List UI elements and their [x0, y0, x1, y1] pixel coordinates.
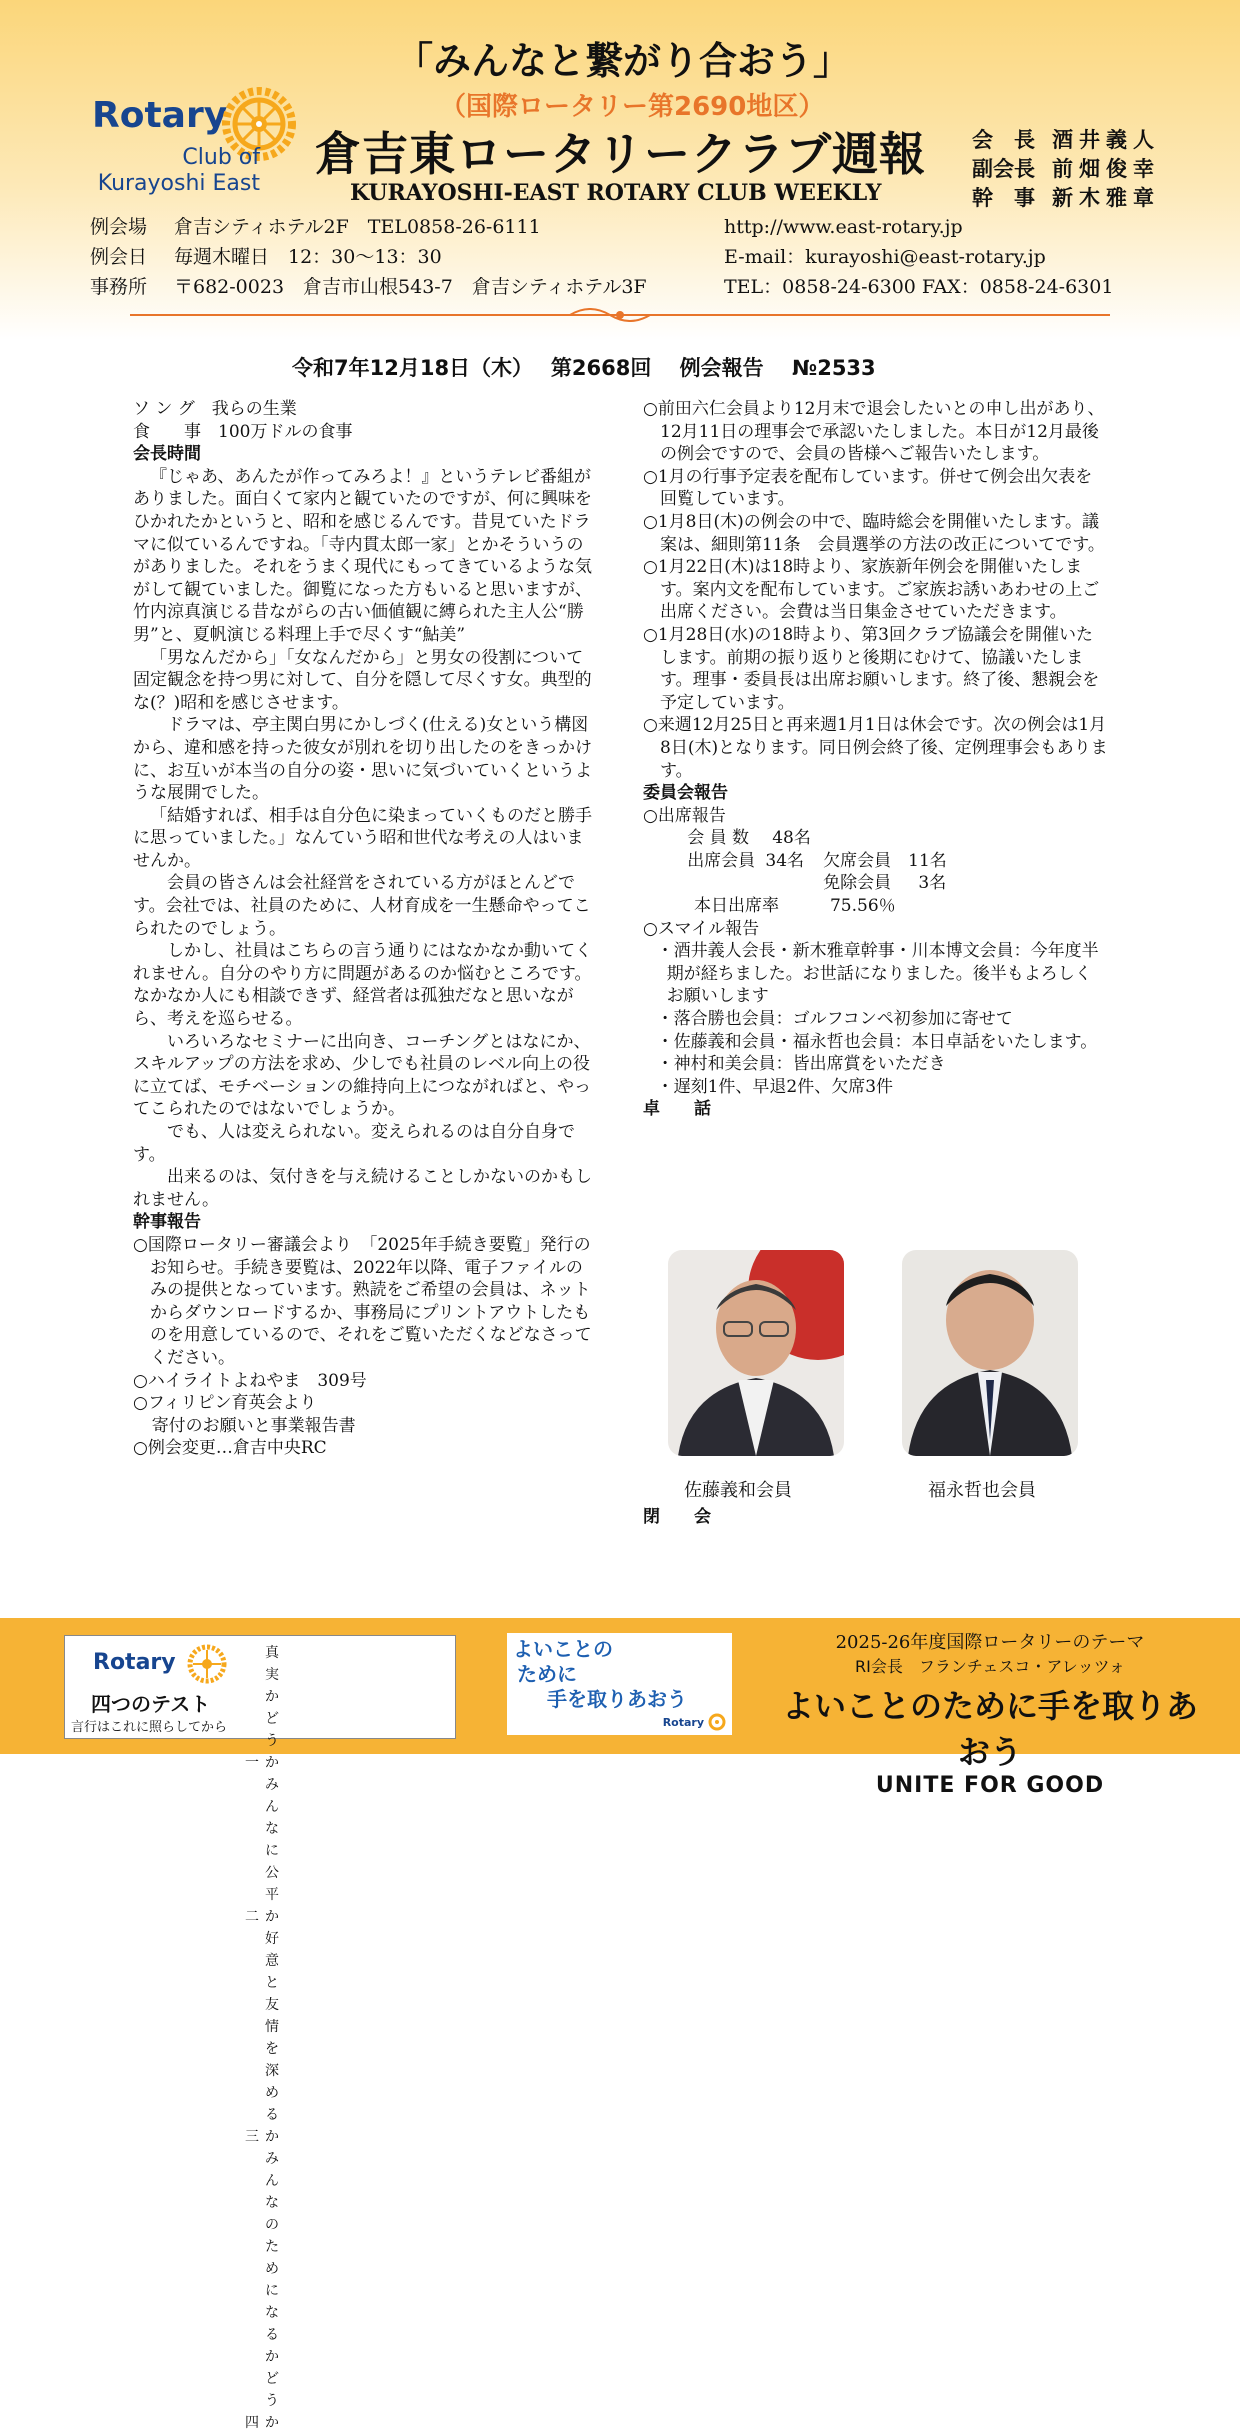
- four-test-title: 四つのテスト: [91, 1692, 211, 1716]
- page-title: 倉吉東ロータリークラブ週報: [315, 127, 926, 181]
- secretary-item: ○国際ロータリー審議会より 「2025年手続き要覧」発行のお知らせ。手続き要覧は、2022年以降、電子ファイルのみの提供となっています。熟読をご希望の会員は、ネットからダウンロードするか、事務局にプリントアウトしたものを用意しているので、それをご覧いただくなどなさってください。: [133, 1234, 592, 1368]
- song-line: ソ ン グ 我らの生業: [133, 399, 297, 419]
- secretary-item: 寄付のお願いと事業報告書: [151, 1415, 356, 1436]
- slogan: 「みんなと繋がり合おう」: [395, 39, 852, 83]
- rotary-club-logo: [50, 95, 300, 205]
- notice-item: ○1月28日(水)の18時より、第3回クラブ協議会を開催いたします。前期の振り返りと後期にむけて、協議いたします。理事・委員長は出席お願いします。終了後、懇親会を予定しています。: [643, 624, 1100, 713]
- district: （国際ロータリー第2690地区）: [440, 92, 825, 122]
- info-row: 例会場 倉吉シティホテル2F TEL0858-26-6111: [90, 216, 541, 238]
- officer-row: 幹 事 新木雅章: [972, 186, 1160, 210]
- meeting-line: 令和7年12月18日（木） 第2668回 例会報告 №2533: [292, 356, 876, 380]
- smile-item: ・落合勝也会員：ゴルフコンペ初参加に寄せて: [656, 1009, 1013, 1030]
- four-way-test-box: [64, 1635, 456, 2431]
- four-test-subtitle: 言行はこれに照らしてから: [71, 1720, 228, 1735]
- committee-heading: 委員会報告: [643, 783, 728, 804]
- four-test-rotary-word: Rotary: [93, 1650, 176, 1675]
- rotary-wheel-icon: [708, 1713, 726, 1731]
- rotary-wheel-icon: [187, 1644, 227, 1684]
- president-paragraph: 「結婚すれば、相手は自分色に染まっていくものだと勝手に思っていました。」なんていう昭和世代な考えの人はいませんか。: [133, 805, 592, 871]
- president-paragraph: でも、人は変えられない。変えられるのは自分自身です。: [133, 1122, 575, 1165]
- info-row: 例会日 毎週木曜日 12：30～13：30: [90, 246, 442, 268]
- secretary-item: ○ハイライトよねやま 309号: [133, 1370, 367, 1391]
- president-heading: 会長時間: [133, 444, 201, 465]
- smile-item: ・遅刻1件、早退2件、欠席3件: [656, 1076, 894, 1097]
- right-column: [643, 398, 1108, 1121]
- speaker-photo-sato: [668, 1250, 844, 1456]
- email-link[interactable]: E-mail：kurayoshi@east-rotary.jp: [724, 246, 1046, 268]
- president-paragraph: いろいろなセミナーに出向き、コーチングとはなにか、スキルアップの方法を求め、少しでも社員のレベル向上の役に立てば、モチベーションの維持向上につながればと、やってこられたのではないでしょうか。: [133, 1031, 591, 1120]
- notice-item: ○1月の行事予定表を配布しています。併せて例会出欠表を回覧しています。: [643, 466, 1093, 510]
- president-paragraph: 『じゃあ、あんたが作ってみろよ！』というテレビ番組がありました。面白くて家内と観ていたのですが、何に興味をひかれたかというと、昭和を感じるんです。昔見ていたドラマに似ているんですね。「寺内貫太郎一家」とかそういうのがありました。それをうまく現代にもってきているような気がして観ていました。御覧になった方もいると思いますが、竹内涼真演じる昔ながらの古い価値観に縛られた主人公“勝男”と、夏帆演じる料理上手で尽くす“鮎美”: [133, 466, 592, 645]
- secretary-item: ○フィリピン育英会より: [133, 1393, 317, 1414]
- speaker-caption: 福永哲也会員: [928, 1480, 1036, 1501]
- list-item: 一真実かどうか: [245, 1645, 279, 1771]
- logo-club-name: Club of Kurayoshi East: [97, 145, 260, 196]
- smile-item: ・佐藤義和会員・福永哲也会員：本日卓話をいたします。: [656, 1031, 1098, 1052]
- list-item: 二みんなに公平か: [245, 1777, 279, 1925]
- attendance-table: [643, 827, 1108, 917]
- list-item: 四みんなのためになるかどうか: [245, 2151, 279, 2431]
- president-paragraph: ドラマは、亭主関白男にかしづく(仕える)女という構図から、違和感を持った彼女が別れを切り出したのをきっかけに、お互いが本当の自分の姿・思いに気づいていくというような展開でした。: [133, 715, 592, 804]
- phone-fax: TEL：0858-24-6300 FAX：0858-24-6301: [724, 276, 1114, 298]
- smile-heading: ○スマイル報告: [643, 918, 760, 939]
- four-test-list: [245, 1642, 285, 2434]
- left-column: [133, 398, 598, 1460]
- website-link[interactable]: http://www.east-rotary.jp: [724, 216, 963, 238]
- unite-box-text: よいことの ために 手を取りあおう: [513, 1637, 687, 1711]
- attendance-heading: ○出席報告: [643, 805, 726, 826]
- info-row: 事務所 〒682-0023 倉吉市山根543-7 倉吉シティホテル3F: [90, 276, 647, 298]
- notice-item: ○前田六仁会員より12月末で退会したいとの申し出があり、12月11日の理事会で承認いたしました。本日が12月最後の例会ですので、会員の皆様へご報告いたします。: [643, 399, 1105, 465]
- meal-line: 食 事 100万ドルの食事: [133, 421, 353, 442]
- president-paragraph: 会員の皆さんは会社経営をされている方がほとんどです。会社では、社員のために、人材育成を一生懸命やってこられたのでしょう。: [133, 873, 591, 939]
- unite-box-rotary: Rotary: [662, 1716, 704, 1729]
- speaker-caption: 佐藤義和会員: [684, 1480, 792, 1501]
- logo-rotary-word: Rotary: [92, 95, 228, 136]
- contact-info: [724, 212, 1113, 302]
- page-title-en: KURAYOSHI-EAST ROTARY CLUB WEEKLY: [350, 180, 882, 206]
- notice-item: ○来週12月25日と再来週1月1日は休会です。次の例会は1月8日(木)となります。同日例会終了後、定例理事会もあります。: [643, 715, 1108, 781]
- president-paragraph: しかし、社員はこちらの言う通りにはなかなか動いてくれません。自分のやり方に問題があるのか悩むところです。なかなか人にも相談できず、経営者は孤独だなと思いながら、考えを巡らせる。: [133, 941, 592, 1030]
- ornamental-divider: [130, 308, 1110, 322]
- list-item: 三好意と友情を深めるか: [245, 1931, 279, 2145]
- attendance-row: 出席会員 34名 欠席会員 11名: [687, 850, 947, 871]
- officer-row: 副会長 前畑俊幸: [972, 157, 1160, 181]
- smile-item: ・神村和美会員：皆出席賞をいただき: [656, 1054, 946, 1075]
- talk-heading: 卓 話: [643, 1099, 711, 1120]
- president-paragraph: 「男なんだから」「女なんだから」と男女の役割について固定観念を持つ男に対して、自分を隠して尽くす女。典型的な(？)昭和を感じさせます。: [133, 647, 592, 713]
- officer-row: 会 長 酒井義人: [972, 128, 1160, 152]
- secretary-heading: 幹事報告: [133, 1212, 201, 1233]
- attendance-row: 免除会員 3名: [823, 873, 947, 894]
- president-paragraph: 出来るのは、気付きを与え続けることしかないのかもしれません。: [133, 1167, 592, 1210]
- ri-theme: 2025-26年度国際ロータリーのテーマ RI会長 フランチェスコ・アレッツォ よいことのために手を取りあおう UNITE FOR GOOD: [781, 1632, 1198, 1798]
- speaker-photo-fukunaga: [902, 1250, 1078, 1456]
- notice-item: ○1月8日(木)の例会の中で、臨時総会を開催いたします。議案は、細則第11条 会員選挙の方法の改正についてです。: [643, 511, 1105, 555]
- club-info: [90, 212, 647, 302]
- attendance-row: 会 員 数 48名: [687, 828, 811, 849]
- closing-heading: 閉 会: [643, 1507, 711, 1527]
- unite-for-good-box: [507, 1633, 732, 1735]
- attendance-row: 本日出席率 75.56％: [693, 896, 896, 917]
- officers-list: [972, 126, 1160, 213]
- secretary-item: ○例会変更…倉吉中央RC: [133, 1438, 327, 1459]
- smile-item: ・酒井義人会長・新木雅章幹事・川本博文会員：今年度半期が経ちました。お世話になりました。後半もよろしくお願いします: [656, 941, 1099, 1007]
- notice-item: ○1月22日(木)は18時より、家族新年例会を開催いたします。案内文を配布しています。ご家族お誘いあわせの上ご出席ください。会費は当日集金させていただきます。: [643, 557, 1100, 623]
